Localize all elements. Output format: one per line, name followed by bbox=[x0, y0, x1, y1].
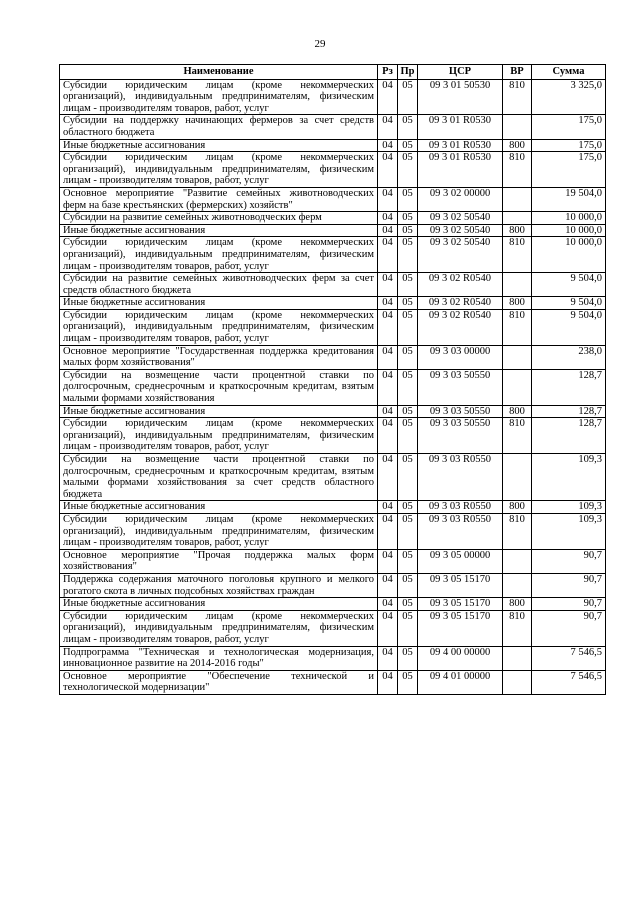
cell-pr: 05 bbox=[398, 646, 418, 670]
table-row bbox=[60, 237, 606, 273]
cell-rz: 04 bbox=[378, 573, 398, 597]
cell-name: Основное мероприятие "Прочая поддержка малых форм хозяйствования" bbox=[60, 549, 378, 573]
table-row bbox=[60, 369, 606, 405]
cell-pr: 05 bbox=[398, 418, 418, 454]
cell-rz: 04 bbox=[378, 513, 398, 549]
cell-pr: 05 bbox=[398, 237, 418, 273]
cell-name: Иные бюджетные ассигнования bbox=[60, 224, 378, 237]
cell-csr: 09 3 03 R0550 bbox=[418, 454, 503, 501]
table-header-row bbox=[60, 65, 606, 80]
cell-vr: 800 bbox=[503, 598, 532, 611]
cell-pr: 05 bbox=[398, 139, 418, 152]
cell-csr: 09 3 02 00000 bbox=[418, 187, 503, 211]
cell-csr: 09 3 05 00000 bbox=[418, 549, 503, 573]
cell-vr: 810 bbox=[503, 309, 532, 345]
cell-sum: 3 325,0 bbox=[532, 79, 606, 115]
cell-rz: 04 bbox=[378, 297, 398, 310]
cell-sum: 175,0 bbox=[532, 115, 606, 139]
cell-pr: 05 bbox=[398, 152, 418, 188]
cell-vr bbox=[503, 273, 532, 297]
cell-name: Иные бюджетные ассигнования bbox=[60, 139, 378, 152]
cell-vr: 810 bbox=[503, 610, 532, 646]
cell-vr bbox=[503, 549, 532, 573]
cell-pr: 05 bbox=[398, 224, 418, 237]
table-row bbox=[60, 309, 606, 345]
cell-rz: 04 bbox=[378, 345, 398, 369]
cell-rz: 04 bbox=[378, 187, 398, 211]
cell-sum: 238,0 bbox=[532, 345, 606, 369]
cell-csr: 09 3 03 R0550 bbox=[418, 513, 503, 549]
cell-rz: 04 bbox=[378, 369, 398, 405]
cell-name: Субсидии на возмещение части процентной ставки по долгосрочным, среднесрочным и краткосрочным кредитам, взятым малыми формами хозяйствования bbox=[60, 369, 378, 405]
table-row bbox=[60, 152, 606, 188]
cell-name: Основное мероприятие "Государственная поддержка кредитования малых форм хозяйствования" bbox=[60, 345, 378, 369]
table-row bbox=[60, 513, 606, 549]
table-row bbox=[60, 598, 606, 611]
cell-vr: 800 bbox=[503, 297, 532, 310]
cell-csr: 09 3 02 50540 bbox=[418, 237, 503, 273]
column-header-name: Наименование bbox=[60, 65, 378, 80]
table-row bbox=[60, 610, 606, 646]
cell-pr: 05 bbox=[398, 454, 418, 501]
cell-sum: 7 546,5 bbox=[532, 670, 606, 694]
cell-name: Подпрограмма "Техническая и технологическая модернизация, инновационное развитие на 2014-2016 годы" bbox=[60, 646, 378, 670]
cell-rz: 04 bbox=[378, 418, 398, 454]
table-row bbox=[60, 273, 606, 297]
cell-name: Субсидии юридическим лицам (кроме некоммерческих организаций), индивидуальным предпринимателям, физическим лицам - производителям товаров, работ, услуг bbox=[60, 79, 378, 115]
cell-csr: 09 3 01 R0530 bbox=[418, 139, 503, 152]
budget-table bbox=[59, 64, 606, 695]
cell-vr: 800 bbox=[503, 501, 532, 514]
cell-vr: 810 bbox=[503, 152, 532, 188]
cell-csr: 09 3 02 R0540 bbox=[418, 273, 503, 297]
cell-csr: 09 3 02 50540 bbox=[418, 224, 503, 237]
table-row bbox=[60, 418, 606, 454]
cell-name: Субсидии на поддержку начинающих фермеров за счет средств областного бюджета bbox=[60, 115, 378, 139]
cell-rz: 04 bbox=[378, 405, 398, 418]
cell-pr: 05 bbox=[398, 273, 418, 297]
table-row bbox=[60, 501, 606, 514]
cell-sum: 90,7 bbox=[532, 573, 606, 597]
cell-sum: 109,3 bbox=[532, 501, 606, 514]
table-row bbox=[60, 405, 606, 418]
cell-vr bbox=[503, 573, 532, 597]
cell-sum: 10 000,0 bbox=[532, 212, 606, 225]
cell-vr bbox=[503, 369, 532, 405]
cell-name: Иные бюджетные ассигнования bbox=[60, 501, 378, 514]
column-header-pr: Пр bbox=[398, 65, 418, 80]
cell-csr: 09 3 03 00000 bbox=[418, 345, 503, 369]
cell-csr: 09 3 01 50530 bbox=[418, 79, 503, 115]
column-header-vr: ВР bbox=[503, 65, 532, 80]
cell-rz: 04 bbox=[378, 549, 398, 573]
column-header-csr: ЦСР bbox=[418, 65, 503, 80]
table-row bbox=[60, 573, 606, 597]
cell-vr bbox=[503, 454, 532, 501]
cell-rz: 04 bbox=[378, 501, 398, 514]
cell-vr: 810 bbox=[503, 513, 532, 549]
cell-csr: 09 3 05 15170 bbox=[418, 610, 503, 646]
cell-rz: 04 bbox=[378, 115, 398, 139]
cell-pr: 05 bbox=[398, 369, 418, 405]
cell-pr: 05 bbox=[398, 501, 418, 514]
cell-rz: 04 bbox=[378, 212, 398, 225]
cell-csr: 09 3 05 15170 bbox=[418, 598, 503, 611]
table-row bbox=[60, 670, 606, 694]
cell-csr: 09 3 03 50550 bbox=[418, 405, 503, 418]
table-body bbox=[60, 79, 606, 694]
table-row bbox=[60, 454, 606, 501]
cell-vr: 800 bbox=[503, 224, 532, 237]
cell-name: Субсидии юридическим лицам (кроме некоммерческих организаций), индивидуальным предпринимателям, физическим лицам - производителям товаров, работ, услуг bbox=[60, 309, 378, 345]
cell-pr: 05 bbox=[398, 115, 418, 139]
table-row bbox=[60, 212, 606, 225]
cell-sum: 9 504,0 bbox=[532, 273, 606, 297]
cell-csr: 09 3 03 R0550 bbox=[418, 501, 503, 514]
cell-name: Иные бюджетные ассигнования bbox=[60, 297, 378, 310]
table-row bbox=[60, 115, 606, 139]
cell-sum: 10 000,0 bbox=[532, 237, 606, 273]
cell-csr: 09 3 01 R0530 bbox=[418, 152, 503, 188]
cell-csr: 09 3 02 R0540 bbox=[418, 309, 503, 345]
cell-vr: 810 bbox=[503, 418, 532, 454]
cell-rz: 04 bbox=[378, 309, 398, 345]
cell-sum: 128,7 bbox=[532, 369, 606, 405]
table-row bbox=[60, 139, 606, 152]
cell-name: Основное мероприятие "Развитие семейных животноводческих ферм на базе крестьянских (фермерских) хозяйств" bbox=[60, 187, 378, 211]
cell-sum: 109,3 bbox=[532, 513, 606, 549]
cell-csr: 09 3 01 R0530 bbox=[418, 115, 503, 139]
cell-sum: 109,3 bbox=[532, 454, 606, 501]
cell-sum: 7 546,5 bbox=[532, 646, 606, 670]
cell-vr: 810 bbox=[503, 237, 532, 273]
cell-pr: 05 bbox=[398, 187, 418, 211]
cell-rz: 04 bbox=[378, 273, 398, 297]
cell-sum: 19 504,0 bbox=[532, 187, 606, 211]
cell-sum: 128,7 bbox=[532, 418, 606, 454]
cell-name: Субсидии юридическим лицам (кроме некоммерческих организаций), индивидуальным предпринимателям, физическим лицам - производителям товаров, работ, услуг bbox=[60, 237, 378, 273]
cell-name: Иные бюджетные ассигнования bbox=[60, 598, 378, 611]
table-row bbox=[60, 224, 606, 237]
cell-pr: 05 bbox=[398, 345, 418, 369]
cell-name: Субсидии юридическим лицам (кроме некоммерческих организаций), индивидуальным предпринимателям, физическим лицам - производителям товаров, работ, услуг bbox=[60, 418, 378, 454]
cell-rz: 04 bbox=[378, 598, 398, 611]
cell-name: Субсидии на возмещение части процентной ставки по долгосрочным, среднесрочным и краткосрочным кредитам, взятым малыми формами хозяйствования за счет средств областного бюджета bbox=[60, 454, 378, 501]
column-header-sum: Сумма bbox=[532, 65, 606, 80]
cell-pr: 05 bbox=[398, 513, 418, 549]
cell-vr: 800 bbox=[503, 405, 532, 418]
cell-sum: 90,7 bbox=[532, 549, 606, 573]
cell-rz: 04 bbox=[378, 454, 398, 501]
cell-rz: 04 bbox=[378, 646, 398, 670]
cell-vr bbox=[503, 646, 532, 670]
cell-sum: 175,0 bbox=[532, 139, 606, 152]
cell-rz: 04 bbox=[378, 224, 398, 237]
cell-sum: 175,0 bbox=[532, 152, 606, 188]
cell-name: Субсидии юридическим лицам (кроме некоммерческих организаций), индивидуальным предпринимателям, физическим лицам - производителям товаров, работ, услуг bbox=[60, 610, 378, 646]
cell-vr bbox=[503, 345, 532, 369]
cell-rz: 04 bbox=[378, 79, 398, 115]
cell-sum: 10 000,0 bbox=[532, 224, 606, 237]
column-header-rz: Рз bbox=[378, 65, 398, 80]
cell-vr: 810 bbox=[503, 79, 532, 115]
cell-rz: 04 bbox=[378, 610, 398, 646]
cell-name: Субсидии юридическим лицам (кроме некоммерческих организаций), индивидуальным предпринимателям, физическим лицам - производителям товаров, работ, услуг bbox=[60, 152, 378, 188]
cell-sum: 9 504,0 bbox=[532, 297, 606, 310]
cell-pr: 05 bbox=[398, 670, 418, 694]
table-row bbox=[60, 187, 606, 211]
cell-vr bbox=[503, 187, 532, 211]
cell-vr bbox=[503, 670, 532, 694]
cell-csr: 09 4 01 00000 bbox=[418, 670, 503, 694]
cell-pr: 05 bbox=[398, 598, 418, 611]
cell-pr: 05 bbox=[398, 212, 418, 225]
cell-name: Поддержка содержания маточного поголовья крупного и мелкого рогатого скота в личных подсобных хозяйствах граждан bbox=[60, 573, 378, 597]
cell-name: Субсидии на развитие семейных животноводческих ферм bbox=[60, 212, 378, 225]
cell-pr: 05 bbox=[398, 309, 418, 345]
cell-rz: 04 bbox=[378, 139, 398, 152]
table-row bbox=[60, 79, 606, 115]
cell-rz: 04 bbox=[378, 670, 398, 694]
cell-sum: 90,7 bbox=[532, 598, 606, 611]
cell-vr bbox=[503, 212, 532, 225]
cell-rz: 04 bbox=[378, 152, 398, 188]
cell-pr: 05 bbox=[398, 610, 418, 646]
cell-csr: 09 3 02 R0540 bbox=[418, 297, 503, 310]
cell-name: Субсидии на развитие семейных животноводческих ферм за счет средств областного бюджета bbox=[60, 273, 378, 297]
table-row bbox=[60, 345, 606, 369]
cell-pr: 05 bbox=[398, 573, 418, 597]
cell-pr: 05 bbox=[398, 79, 418, 115]
cell-csr: 09 3 02 50540 bbox=[418, 212, 503, 225]
cell-sum: 128,7 bbox=[532, 405, 606, 418]
cell-pr: 05 bbox=[398, 405, 418, 418]
table-row bbox=[60, 549, 606, 573]
page-number: 29 bbox=[314, 38, 326, 50]
cell-vr bbox=[503, 115, 532, 139]
cell-name: Основное мероприятие "Обеспечение технической и технологической модернизации" bbox=[60, 670, 378, 694]
cell-csr: 09 3 03 50550 bbox=[418, 369, 503, 405]
cell-sum: 90,7 bbox=[532, 610, 606, 646]
table-row bbox=[60, 646, 606, 670]
cell-name: Иные бюджетные ассигнования bbox=[60, 405, 378, 418]
table-row bbox=[60, 297, 606, 310]
cell-name: Субсидии юридическим лицам (кроме некоммерческих организаций), индивидуальным предпринимателям, физическим лицам - производителям товаров, работ, услуг bbox=[60, 513, 378, 549]
cell-sum: 9 504,0 bbox=[532, 309, 606, 345]
cell-rz: 04 bbox=[378, 237, 398, 273]
cell-csr: 09 3 03 50550 bbox=[418, 418, 503, 454]
cell-csr: 09 4 00 00000 bbox=[418, 646, 503, 670]
cell-pr: 05 bbox=[398, 549, 418, 573]
cell-csr: 09 3 05 15170 bbox=[418, 573, 503, 597]
cell-pr: 05 bbox=[398, 297, 418, 310]
cell-vr: 800 bbox=[503, 139, 532, 152]
